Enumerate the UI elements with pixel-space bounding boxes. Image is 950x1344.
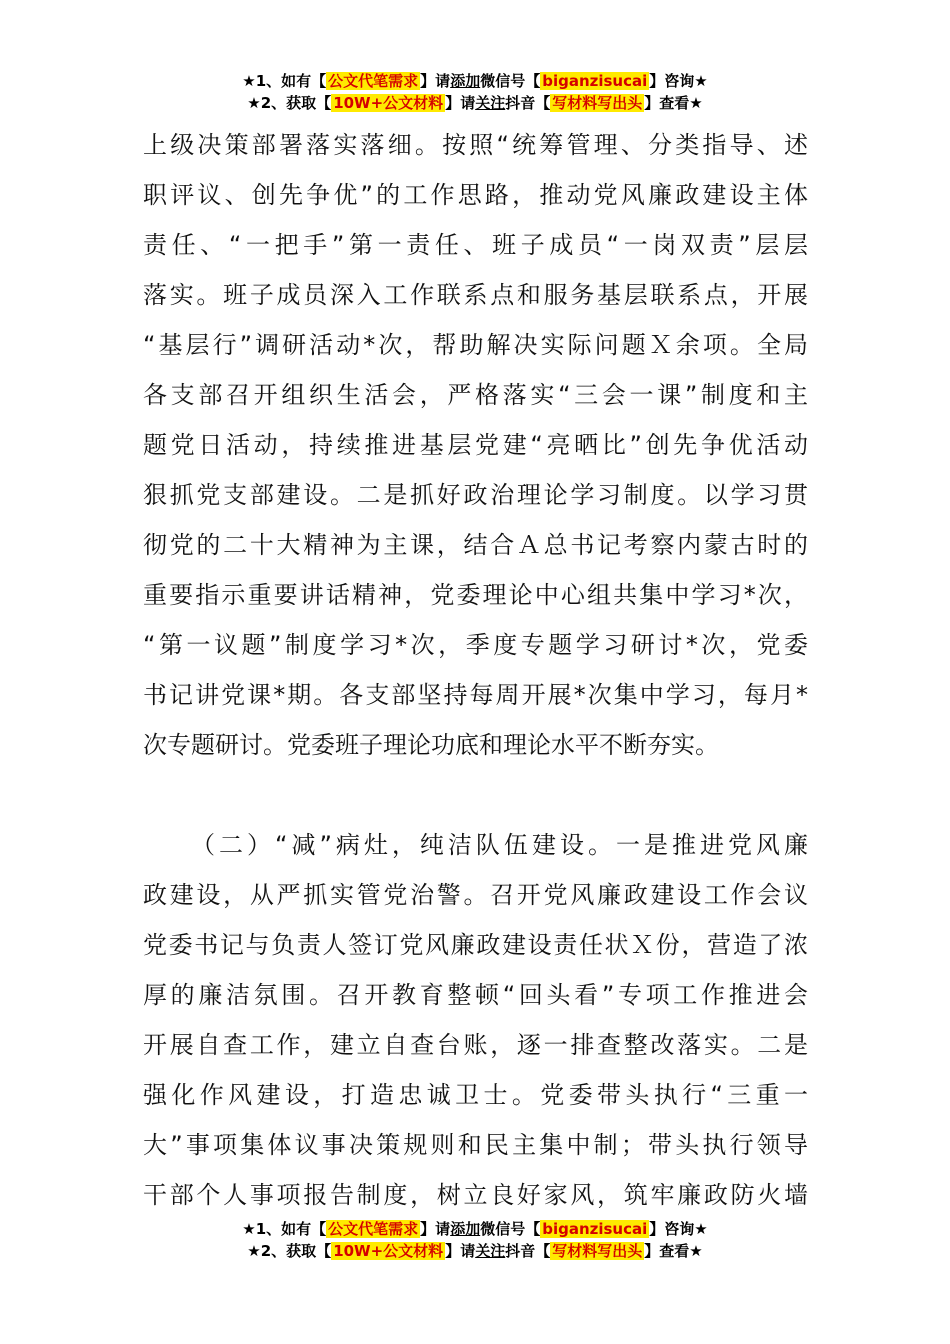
document-body xyxy=(143,120,808,1220)
banner-text: ★2、获取【 xyxy=(247,94,332,112)
text-line: 题党日活动，持续推进基层党建“亮晒比”创先争优活动 xyxy=(143,431,808,459)
banner-underline: 添加 xyxy=(450,72,481,90)
banner-text: ★1、如有【 xyxy=(242,72,327,90)
text-line: 厚的廉洁氛围。召开教育整顿“回头看”专项工作推进会 xyxy=(143,981,808,1009)
banner-underline: 添加 xyxy=(450,1220,481,1238)
banner-text: 微信号【 xyxy=(480,72,541,90)
banner-underline: 关注 xyxy=(475,94,506,112)
paragraph-1 xyxy=(143,120,808,770)
banner-highlight-service: 公文代笔需求 xyxy=(328,72,419,90)
banner-text: ★2、获取【 xyxy=(247,1242,332,1260)
banner-text: 】请 xyxy=(445,1242,476,1260)
banner-text: 】请 xyxy=(420,72,451,90)
banner-line-1 xyxy=(0,70,950,92)
text-line: 开展自查工作，建立自查台账，逐一排查整改落实。二是 xyxy=(143,1031,808,1059)
text-line: 书记讲党课*期。各支部坚持每周开展*次集中学习，每月* xyxy=(143,681,808,709)
top-banner xyxy=(0,70,950,114)
banner-highlight-wechat-id: biganzisucai xyxy=(542,1220,648,1238)
text-line: 各支部召开组织生活会，严格落实“三会一课”制度和主 xyxy=(143,381,808,409)
text-line: “第一议题”制度学习*次，季度专题学习研讨*次，党委 xyxy=(143,631,808,659)
banner-text: 】查看★ xyxy=(644,1242,703,1260)
banner-line-2 xyxy=(0,92,950,114)
text-line: 次专题研讨。党委班子理论功底和理论水平不断夯实。 xyxy=(143,731,719,759)
text-line: 责任、“一把手”第一责任、班子成员“一岗双责”层层 xyxy=(143,231,808,259)
banner-text: 】查看★ xyxy=(644,94,703,112)
banner-highlight-douyin: 写材料写出头 xyxy=(552,94,643,112)
text-line: 大”事项集体议事决策规则和民主集中制；带头执行领导 xyxy=(143,1131,808,1159)
banner-text: 】咨询★ xyxy=(649,72,708,90)
text-line: 干部个人事项报告制度，树立良好家风，筑牢廉政防火墙 xyxy=(143,1181,808,1209)
text-line: 重要指示重要讲话精神，党委理论中心组共集中学习*次， xyxy=(143,581,808,609)
text-line: 彻党的二十大精神为主课，结合Ａ总书记考察内蒙古时的 xyxy=(143,531,808,559)
paragraph-2 xyxy=(143,820,808,1220)
text-line: 政建设，从严抓实管党治警。召开党风廉政建设工作会议 xyxy=(143,881,808,909)
banner-highlight-douyin: 写材料写出头 xyxy=(552,1242,643,1260)
text-line: 落实。班子成员深入工作联系点和服务基层联系点，开展 xyxy=(143,281,808,309)
banner-text: 微信号【 xyxy=(480,1220,541,1238)
banner-text: ★1、如有【 xyxy=(242,1220,327,1238)
text-line: “基层行”调研活动*次，帮助解决实际问题Ｘ余项。全局 xyxy=(143,331,808,359)
text-line: 上级决策部署落实落细。按照“统筹管理、分类指导、述 xyxy=(143,131,808,159)
banner-text: 抖音【 xyxy=(505,94,551,112)
banner-line-1 xyxy=(0,1218,950,1240)
text-line: （二）“减”病灶，纯洁队伍建设。一是推进党风廉 xyxy=(191,831,808,859)
banner-line-2 xyxy=(0,1240,950,1262)
text-line: 狠抓党支部建设。二是抓好政治理论学习制度。以学习贯 xyxy=(143,481,808,509)
text-line: 党委书记与负责人签订党风廉政建设责任状Ｘ份，营造了浓 xyxy=(143,931,808,959)
banner-highlight-materials: 10W+公文材料 xyxy=(333,94,444,112)
banner-text: 】请 xyxy=(445,94,476,112)
banner-highlight-materials: 10W+公文材料 xyxy=(333,1242,444,1260)
banner-highlight-wechat-id: biganzisucai xyxy=(542,72,648,90)
banner-text: 】咨询★ xyxy=(649,1220,708,1238)
banner-underline: 关注 xyxy=(475,1242,506,1260)
bottom-banner xyxy=(0,1218,950,1262)
text-line: 职评议、创先争优”的工作思路，推动党风廉政建设主体 xyxy=(143,181,808,209)
banner-text: 】请 xyxy=(420,1220,451,1238)
banner-text: 抖音【 xyxy=(505,1242,551,1260)
paragraph-gap xyxy=(143,770,808,820)
text-line: 强化作风建设，打造忠诚卫士。党委带头执行“三重一 xyxy=(143,1081,808,1109)
banner-highlight-service: 公文代笔需求 xyxy=(328,1220,419,1238)
